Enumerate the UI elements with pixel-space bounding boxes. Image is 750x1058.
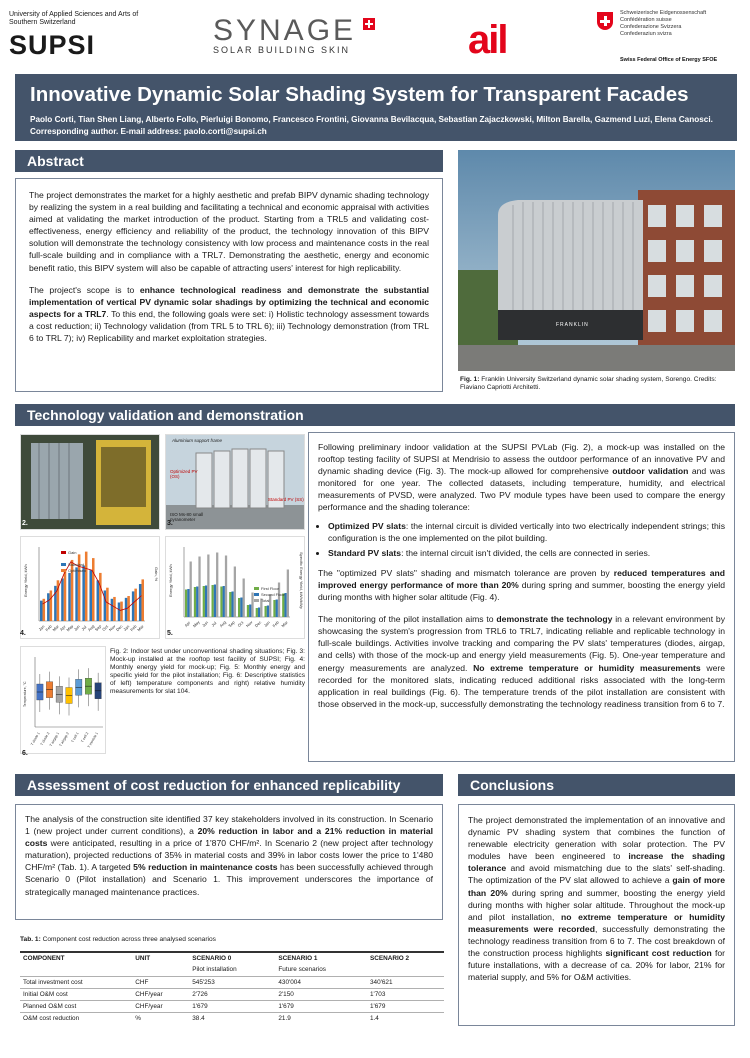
table-row: [20, 1012, 444, 1024]
fig5-svg: [166, 537, 305, 639]
bar: [40, 601, 43, 621]
bar: [75, 567, 78, 621]
tick-label: Jan: [122, 623, 131, 632]
bar: [187, 589, 189, 617]
bar: [132, 591, 135, 621]
legend-swatch: [61, 569, 66, 572]
fig1-caption: Fig. 1: Franklin University Switzerland dynamic solar shading system, Sorengo. Credits: Flaviano Capriotti Architetti.: [460, 376, 717, 391]
bar: [276, 600, 278, 618]
pyranometer-label: ISO Ms-80 small pyranometer: [170, 512, 204, 522]
bar: [229, 592, 231, 617]
legend-label: Standard: [68, 562, 85, 567]
franklin-sign: FRANKLIN: [556, 322, 589, 328]
fig5-number: 5.: [167, 630, 173, 637]
bar: [113, 597, 116, 621]
table-cell: 1'679: [275, 1000, 367, 1012]
table-cell: Initial O&M cost: [20, 988, 132, 1000]
table-subheader: [367, 964, 444, 976]
list-item: • Standard PV slats: the internal circuit isn't divided, the cells are connected in series.: [328, 547, 725, 559]
tick-label: Apr: [183, 619, 192, 628]
cost-table-wrap: [20, 951, 444, 1024]
tick-label: T diode 1: [29, 731, 41, 747]
list-item: • Optimized PV slats: the internal circuit is divided vertically into two electrically independent strings; this configuration is the one implemented on the pilot building.: [328, 520, 725, 544]
table-caption: Tab. 1: Component cost reduction across three analysed scenarios: [20, 936, 216, 943]
tick-label: Oct: [236, 619, 245, 628]
y-axis-label: Temperature, °C: [23, 681, 27, 707]
building-photo: [458, 150, 735, 371]
bar: [92, 558, 95, 621]
bar: [141, 579, 144, 621]
cost-p1: The analysis of the construction site identified 37 key stakeholders involved in its construction. In Scenario 1 (new project under current conditions), a 20% reduction in labor and a 21% reduction in material costs were anticipated, resulting in a price of 1'870 CHF/m². In Scenario 2 (new project after technology maturation), projected reductions of 35% in material costs and 39% in labor costs lower the price to 1'480 CHF/m² (Tab. 1). A targeted 5% reduction in maintenance costs has been successfully achieved through Scenario 0 (Pilot installation) and Scenario 1. This improvement underscores the importance of strategically managed maintenance practices.: [25, 814, 433, 897]
table-subheader-row: [20, 964, 444, 976]
legend-label: Optimised: [68, 568, 87, 573]
tech-text: [318, 441, 725, 710]
tick-label: Mar: [51, 623, 60, 633]
indoor-test-illustration: [21, 435, 160, 530]
federal-line: Confederazione Svizzera: [620, 24, 682, 30]
cost-text: [25, 813, 433, 898]
federal-line: Schweizerische Eidgenossenschaft: [620, 10, 707, 16]
tick-label: Aug: [86, 623, 96, 633]
synage-tagline: SOLAR BUILDING SKIN: [213, 45, 351, 55]
bar: [111, 599, 114, 621]
bar: [99, 573, 102, 621]
bar: [82, 566, 85, 622]
table-cell: 2'150: [275, 988, 367, 1000]
bar: [196, 587, 198, 618]
cost-box: [15, 804, 443, 920]
table-subheader: Future scenarios: [278, 966, 326, 974]
table-header: SCENARIO 2: [367, 952, 444, 964]
fig6-chart: [20, 646, 106, 754]
tick-label: Oct: [101, 623, 110, 632]
legend-swatch: [254, 593, 259, 596]
table-cell: 340'621: [367, 976, 444, 988]
bar: [251, 593, 253, 618]
bar: [120, 602, 123, 621]
university-line: University of Applied Sciences and Arts of Southern Switzerland: [9, 11, 139, 26]
tech-figure-caption: Fig. 2: Indoor test under unconventional shading situations; Fig. 3: Mock-up installed at the rooftop test facility of SUPSI; Fig. 4: Monthly energy yield for mock-up; Fig. 5: Monthly energy and specific yield for the pilot installation; Fig. 6: Descriptive statistics of left) temperature components and right) relative humidity measurements for slat 104.: [110, 648, 305, 695]
bar: [220, 587, 222, 618]
tick-label: Jul: [210, 620, 218, 628]
tick-label: Nov: [107, 623, 117, 633]
bar: [265, 606, 267, 617]
bar: [47, 593, 50, 621]
bar: [198, 557, 200, 618]
tick-label: T cell 2: [80, 731, 90, 744]
swiss-coat-of-arms-icon: [597, 12, 613, 30]
tech-p3: The monitoring of the pilot installation aims to demonstrate the technology in a relevant environment by showcasing the system's progression from TRL6 to TRL7, indicating reliable and replicable technology in full-scale buildings. Activities involve tracking and comparing the PV slats' temperatures (diodes, airgap, and cells) with those of the mock-up and energy yield measurements (Fig. 5). One-year temperature and energy measurements are analyzed. No extreme temperature or humidity measurements were recorded for the monitored slats, indicating reduced additional risks associated with the long-term application in real buildings (Fig. 6). The temperature trends of the pilot installation are consistent with those observed in the mock-up, successfully demonstrating the technology readiness transition from 6 to 7.: [318, 614, 726, 709]
fig4-svg: [21, 537, 160, 639]
tech-p2: The "optimized PV slats" shading and mismatch tolerance are proven by reduced temperatures and improved energy performance of more than 20% during spring and summer, boosting the energy yield during months with higher solar altitude (Fig. 4).: [318, 567, 725, 603]
table-cell: %: [132, 1012, 189, 1024]
standard-label: Standard PV (SS): [268, 497, 304, 502]
tick-label: Sep: [227, 619, 236, 629]
legend-label: Second Floor: [261, 592, 285, 597]
synage-logo: [213, 14, 373, 55]
table-cell: 21.9: [275, 1012, 367, 1024]
table-cell: 38.4: [189, 1012, 275, 1024]
fig3-number: 3.: [167, 520, 173, 527]
bar: [212, 585, 214, 617]
conclusions-box: [458, 804, 735, 1026]
fig4-number: 4.: [20, 630, 26, 637]
supsi-logo: SUPSI: [9, 30, 96, 60]
abstract-p1: The project demonstrates the market for a highly aesthetic and prefab BIPV dynamic shading technology by realizing the system in a real building and facilitating a technical and economic appraisal with activities aimed at validating the market introduction of the product. Starting from a TRL5 and validating cost-effectiveness, energy efficiency and reliability of the product, the technology innovation of this BIPV solution will demonstrate the technology consistency with low process and maintenance costs in the real full-scale building and in compliance with a TRL7. Demonstrating the aesthetic, energy and economic benefit ratio, this BIPV system will also be capable of attracting users' interest for high replicability.: [29, 190, 429, 273]
table-header: UNIT: [132, 952, 189, 964]
bar: [258, 608, 260, 618]
bar: [50, 590, 53, 621]
bar: [125, 598, 128, 621]
tick-label: Feb: [271, 619, 280, 629]
legend-swatch: [61, 563, 66, 566]
table-subheader: [20, 964, 132, 976]
tick-label: Jan: [262, 619, 271, 628]
cost-heading: Assessment of cost reduction for enhanced replicability: [15, 774, 443, 796]
bar: [240, 598, 242, 618]
frame-label: Aluminium support frame: [172, 438, 223, 443]
table-cell: 2'726: [189, 988, 275, 1000]
legend-label: First Floor: [261, 586, 279, 591]
conclusions-heading: Conclusions: [458, 774, 735, 796]
tick-label: Feb: [44, 623, 53, 633]
bar: [273, 600, 275, 617]
bar: [68, 573, 71, 621]
header: [0, 0, 750, 72]
cost-table: [20, 951, 444, 1024]
bar: [282, 594, 284, 618]
conclusions-p: The project demonstrated the implementation of an innovative and dynamic PV shading system that combines the function of renewable electricity generation with solar protection. The PV modules have been engineered to increase the shading tolerance and avoid mismatching due to the slats' self-shading. The optimization of the PV slat allowed to achieve a gain of more than 20% during spring and summer, boosting the energy yield during months with higher solar altitude. Throughout the mock-up and pilot installation, no extreme temperature or humidity measurements were recorded, successfully demonstrating the technology readiness transition from 6 to 7. The cost breakdown of the construction process highlights significant cost reduction for future installations, with a decrease of ca. 20% for labor, 21% for material supply, and 5% for O&M activities.: [468, 815, 725, 983]
tick-label: May: [65, 623, 75, 633]
module-type-list: [328, 520, 725, 559]
bar: [190, 562, 192, 618]
table-row: [20, 1000, 444, 1012]
tech-heading: Technology validation and demonstration: [15, 404, 735, 426]
bar: [118, 603, 121, 622]
swiss-cross-icon: [363, 18, 375, 30]
tick-label: T airgap 1: [48, 731, 61, 748]
tick-label: Apr: [58, 623, 67, 632]
table-header-row: [20, 952, 444, 964]
bar: [89, 570, 92, 621]
bar: [256, 608, 258, 617]
bar: [97, 580, 100, 621]
fig2-photo: [20, 434, 160, 530]
fig5-chart: [165, 536, 305, 639]
table-cell: 1'703: [367, 988, 444, 1000]
bar: [106, 588, 109, 621]
bar: [234, 567, 236, 618]
bar: [85, 552, 88, 621]
federal-line: Confederaziun svizra: [620, 31, 672, 37]
bar: [64, 569, 67, 621]
fig4-chart: [20, 536, 160, 639]
y-axis-label: Energy Yield, kWh: [23, 564, 28, 597]
authors: Paolo Corti, Tian Shen Liang, Alberto Follo, Pierluigi Bonomo, Francesco Frontini, Giovanna Bevilacqua, Sebastian Zajaczkowski, Milton Barella, Gazmend Luzi, Elena Canosci. Corresponding author. E-mail address: paolo.corti@supsi.ch: [30, 115, 713, 136]
abstract-heading: Abstract: [15, 150, 443, 172]
table-subheader: Pilot installation: [192, 966, 237, 974]
tick-label: Aug: [218, 619, 227, 629]
ail-logo: ail: [468, 18, 507, 62]
bar: [249, 605, 251, 618]
tick-label: T module 1: [86, 731, 100, 749]
building-illustration: [458, 150, 735, 371]
tick-label: Dec: [253, 619, 263, 629]
legend-label: Total: [261, 598, 270, 603]
bar: [54, 586, 57, 621]
bar: [194, 587, 196, 617]
fig6-number: 6.: [22, 750, 28, 757]
tick-label: Feb: [129, 623, 138, 633]
abstract-p2: The project's scope is to enhance technological readiness and demonstrate the substantial implementation of vertical PV dynamic solar shadings by optimizing the technical and economic aspects for a TRL7. To this end, the following goals were set: i) Holistic technology assessment towards a cost reduction; ii) Technology validation (from TRL 5 to TRL 6); iii) Technology demonstration (from TRL 6 to TRL 7); iv) Replicability and market exploitation strategies.: [29, 284, 429, 344]
bar: [134, 589, 137, 621]
fig6-svg: [21, 647, 106, 754]
fig2-number: 2.: [22, 520, 28, 527]
tick-label: Jun: [72, 623, 81, 632]
table-cell: O&M cost reduction: [20, 1012, 132, 1024]
tick-label: Nov: [244, 619, 254, 629]
table-cell: CHF/year: [132, 988, 189, 1000]
synage-wordmark: SYNAGE: [213, 14, 357, 47]
abstract-text: [29, 189, 429, 344]
bar: [243, 579, 245, 618]
legend-swatch: [254, 599, 259, 602]
tech-p1: Following preliminary indoor validation at the SUPSI PVLab (Fig. 2), a mock-up was installed on the rooftop testing facility of SUPSI at Mendrisio to assess the outdoor performance of an innovative PV and dynamic shading device (Fig. 3). The mock-up allowed for comprehensive outdoor validation and was monitored for one year. The collected datasets, including temperature, humidity, and electrical measurements of PVSD, were analyzed. Two PV module types have been used to compare the energy performance and the shading tolerance:: [318, 442, 725, 513]
bar: [214, 585, 216, 618]
bar: [225, 556, 227, 618]
bar: [61, 578, 64, 621]
table-cell: 545'253: [189, 976, 275, 988]
tick-label: T airgap 2: [58, 731, 70, 748]
table-cell: 1.4: [367, 1012, 444, 1024]
bar: [231, 592, 233, 618]
table-header: SCENARIO 0: [189, 952, 275, 964]
tick-label: T diode 2: [39, 731, 51, 747]
abstract-box: [15, 178, 443, 392]
legend-swatch: [254, 587, 259, 590]
bar: [43, 599, 46, 621]
tick-label: Dec: [114, 623, 124, 633]
bar: [207, 555, 209, 618]
table-cell: 430'004: [275, 976, 367, 988]
table-header: COMPONENT: [20, 952, 132, 964]
table-header: SCENARIO 1: [275, 952, 367, 964]
bar: [203, 586, 205, 617]
tech-box: [308, 432, 735, 762]
table-cell: 1'679: [367, 1000, 444, 1012]
bar: [287, 570, 289, 618]
table-cell: 1'679: [189, 1000, 275, 1012]
poster-title: Innovative Dynamic Solar Shading System for Transparent Facades: [30, 83, 689, 106]
bar: [205, 586, 207, 618]
table-row: [20, 988, 444, 1000]
bar: [247, 605, 249, 617]
table-cell: CHF/year: [132, 1000, 189, 1012]
y2-axis-label: Specific Energy Yield, kWh/kWp: [299, 552, 304, 609]
bar: [139, 584, 142, 621]
table-row: [20, 976, 444, 988]
fig3-photo: [165, 434, 305, 530]
tick-label: Mar: [136, 623, 145, 633]
table-cell: Total investment cost: [20, 976, 132, 988]
table-cell: CHF: [132, 976, 189, 988]
tick-label: Jun: [200, 619, 210, 628]
y-axis-label: Energy Yield, kWh: [168, 564, 173, 597]
tick-label: Jan: [37, 623, 46, 632]
legend-swatch: [61, 551, 66, 554]
table-cell: Planned O&M cost: [20, 1000, 132, 1012]
bar: [185, 590, 187, 618]
bar: [267, 606, 269, 618]
federal-office: Swiss Federal Office of Energy SFOE: [620, 57, 718, 63]
conclusions-text: [468, 814, 725, 983]
bar: [238, 598, 240, 617]
table-subheader: [132, 964, 189, 976]
legend-label: Gain: [68, 550, 77, 555]
optimized-label: Optimized PV (OS): [170, 469, 198, 479]
federal-names: [620, 10, 745, 38]
bar: [223, 586, 225, 617]
bar: [127, 596, 130, 621]
tick-label: T cell 1: [70, 731, 80, 744]
bar: [216, 553, 218, 618]
tick-label: Sep: [93, 623, 103, 633]
tick-label: Mar: [280, 619, 289, 629]
y2-axis-label: Gain, %: [154, 567, 159, 582]
tick-label: Jul: [80, 624, 88, 632]
tick-label: May: [191, 619, 201, 629]
federal-line: Confédération suisse: [620, 17, 672, 23]
title-band: [15, 74, 737, 141]
